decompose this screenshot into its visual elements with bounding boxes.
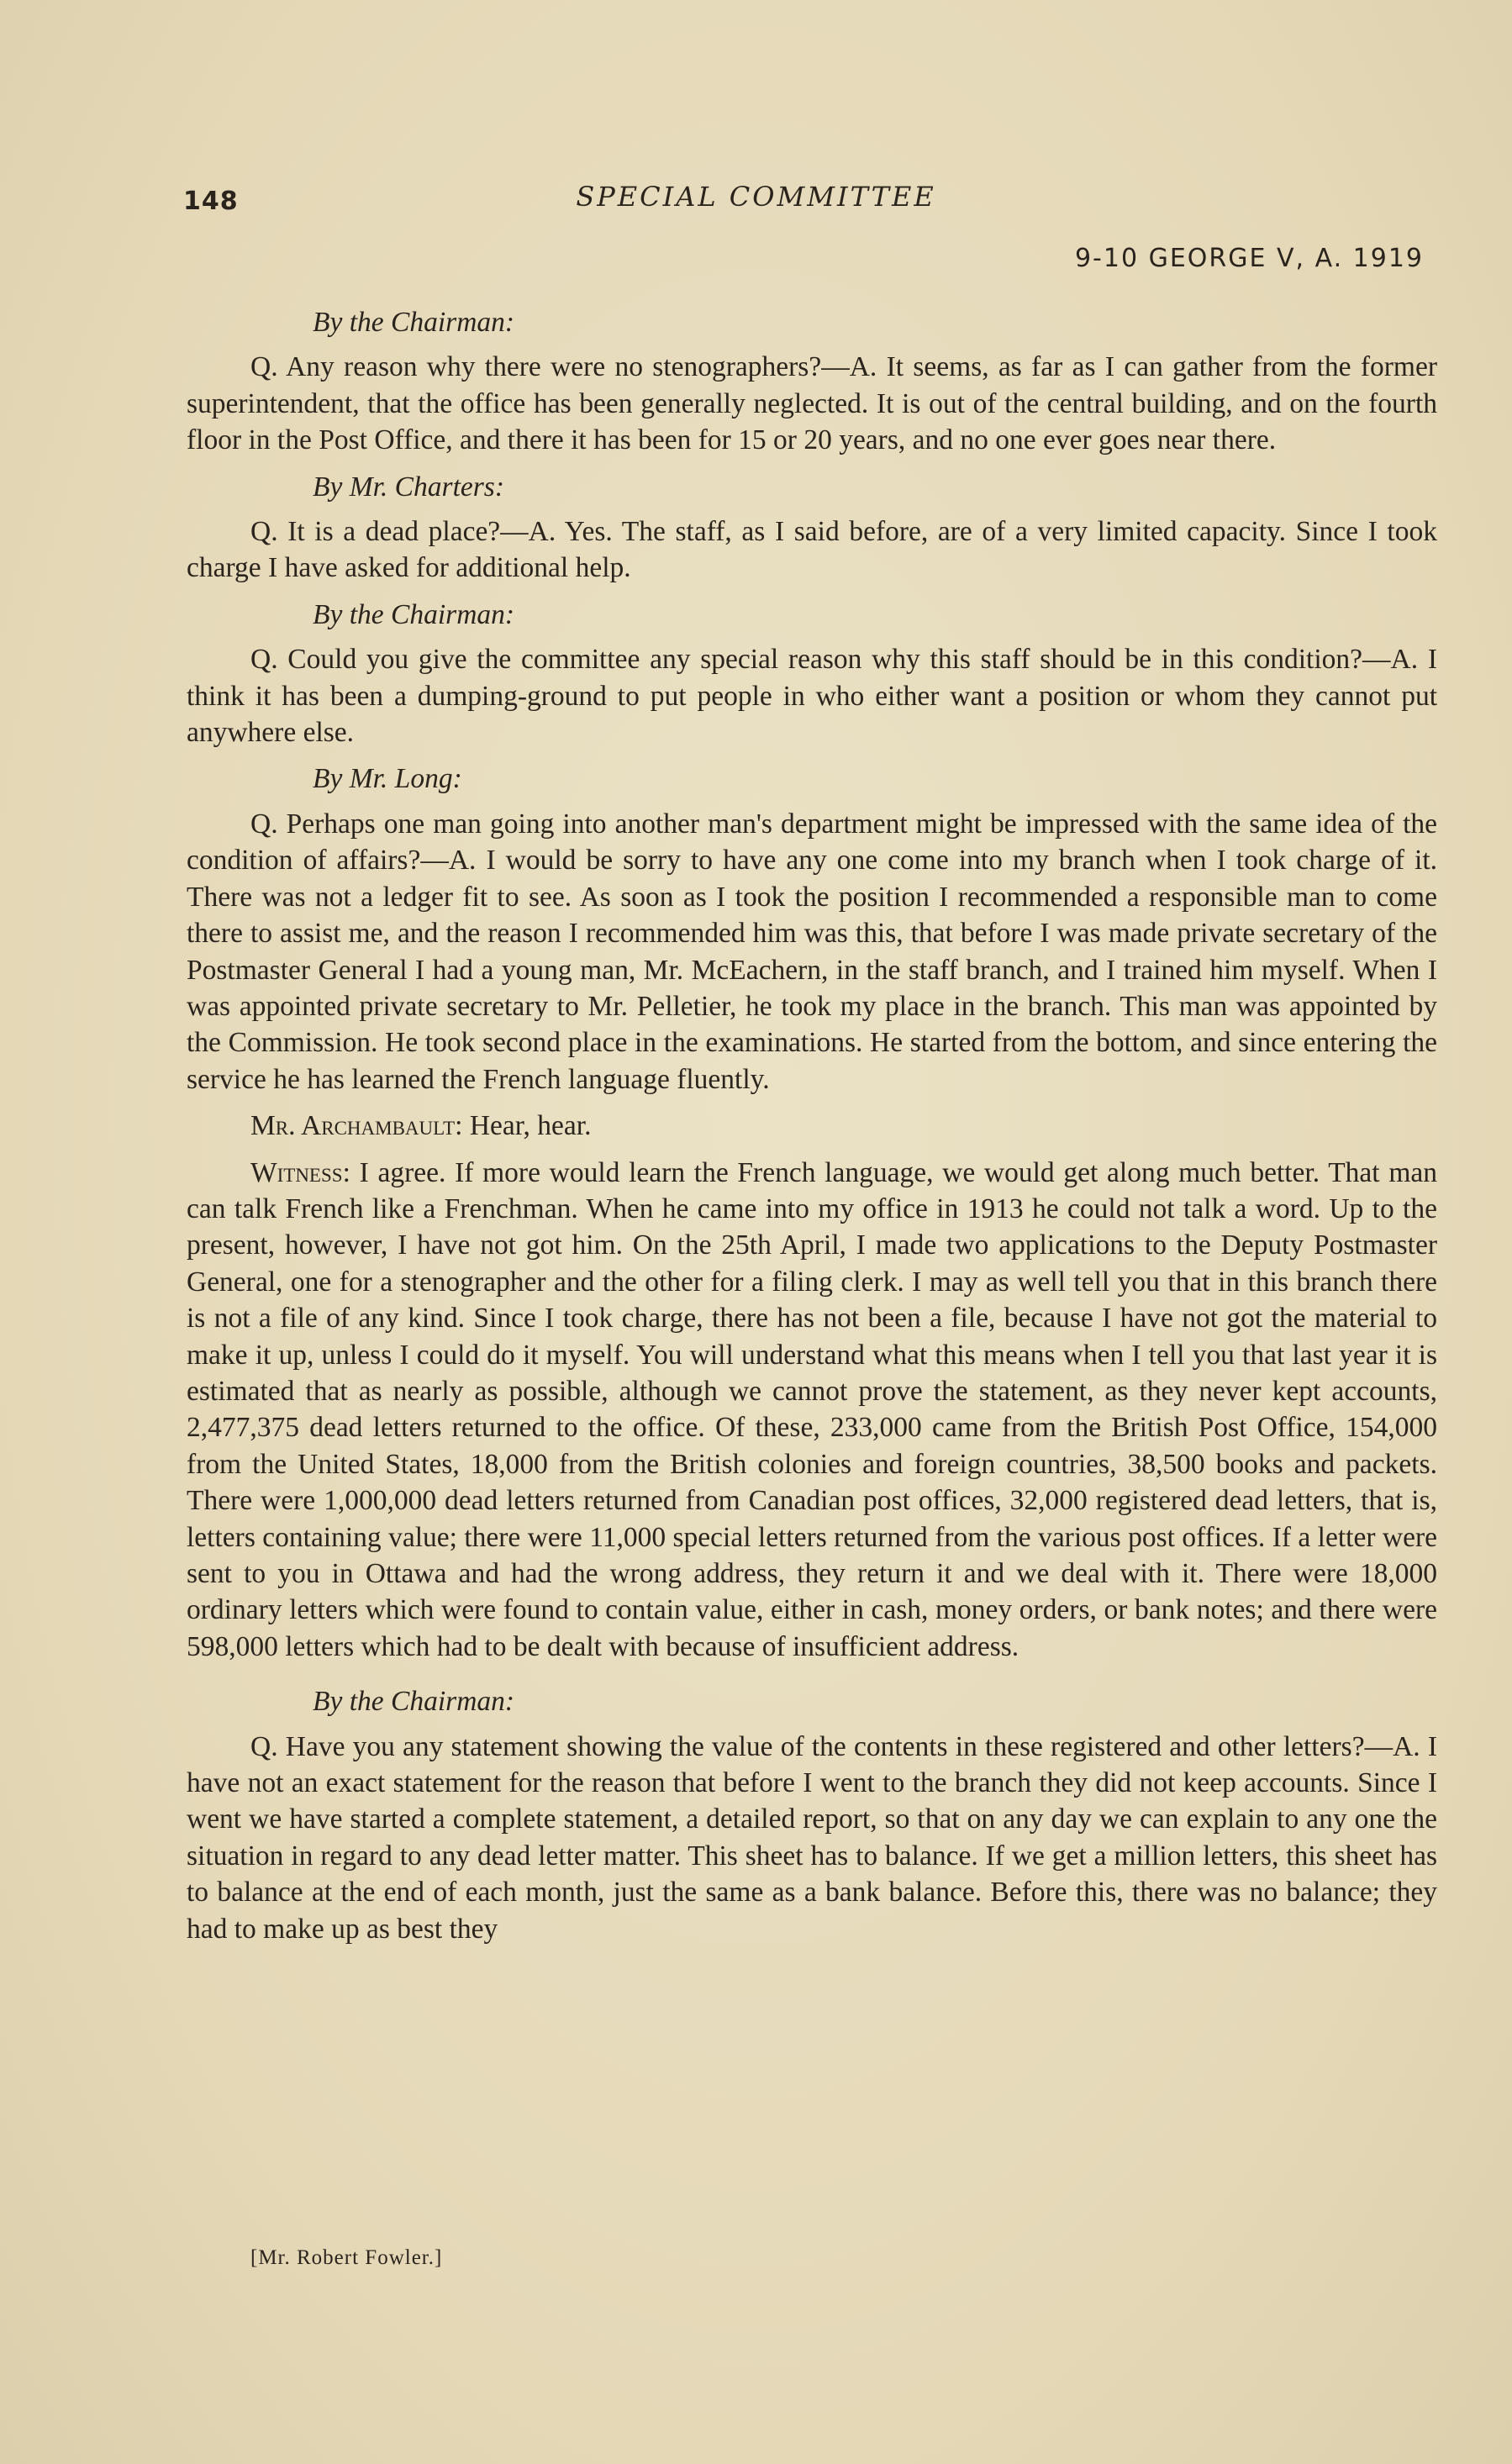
question-answer-paragraph: Q. Could you give the committee any special reason why this staff should be in this condition?—A. I think it has been a dumping-ground to put people in who either want a position or whom they cannot put anywhere else. — [187, 644, 1437, 749]
statement-text: Hear, hear. — [462, 1110, 592, 1142]
statement-text: I agree. If more would learn the French language, we would get along much better. That man can talk French like a Frenchman. When he came into my office in 1913 he could not talk a word. Up to the present, however, I have not got him. On the 25th April, I made two applications to the Deputy Postmaster General, one for a stenographer and the other for a filing clerk. I may as well tell you that in this branch there is not a file of any kind. Since I took charge, there has not been a file, because I have not got the material to make it up, unless I could do it myself. You will understand what this means when I tell you that last year it is estimated that as nearly as possible, although we cannot prove the statement, as they never kept accounts, 2,477,375 dead letters returned to the office. Of these, 233,000 came from the British Post Office, 154,000 from the United States, 18,000 from the British colonies and foreign countries, 38,500 books and packets. There were 1,000,000 dead letters returned from Canadian post offices, 32,000 registered dead letters, that is, letters containing value; there were 11,000 special letters returned from the various post offices. If a letter were sent to you in Ottawa and had the wrong address, they return it and we deal with it. There were 18,000 ordinary letters which were found to contain value, either in cash, money orders, or bank notes; and there were 598,000 letters which had to be dealt with because of insufficient address. — [187, 1156, 1437, 1662]
speaker-heading: By Mr. Charters: — [313, 471, 504, 503]
speaker-name: Witness: — [250, 1156, 350, 1188]
speaker-heading: By Mr. Long: — [313, 763, 462, 795]
question-answer-paragraph: Q. Any reason why there were no stenographers?—A. It seems, as far as I can gather from the former superintendent, that the office has been generally neglected. It is out of the central building, and on the fourth floor in the Post Office, and there it has been for 15 or 20 years, and no one ever goes near there. — [187, 351, 1437, 456]
session-header: 9-10 GEORGE V, A. 1919 — [1074, 244, 1424, 273]
speaker-heading: By the Chairman: — [313, 307, 515, 338]
witness-footer: [Mr. Robert Fowler.] — [250, 2246, 443, 2269]
transcript-body — [187, 296, 1437, 1957]
statement-paragraph — [187, 1108, 1437, 1144]
speaker-heading: By the Chairman: — [313, 598, 515, 630]
running-title: SPECIAL COMMITTEE — [576, 181, 936, 213]
speaker-heading: By the Chairman: — [313, 1686, 515, 1718]
page-number: 148 — [183, 187, 239, 216]
question-answer-paragraph: Q. It is a dead place?—A. Yes. The staff, as I said before, are of a very limited capacity. Since I took charge I have asked for additional help. — [187, 516, 1437, 584]
statement-paragraph — [187, 1155, 1437, 1666]
question-answer-paragraph: Q. Have you any statement showing the value of the contents in these registered and other letters?—A. I have not an exact statement for the reason that before I went to the branch they did not keep accounts. Since I went we have started a complete statement, a detailed report, so that on any day we can explain to any one the situation in regard to any dead letter matter. This sheet has to balance. If we get a million letters, this sheet has to balance at the end of each month, just the same as a bank balance. Before this, there was no balance; they had to make up as best they — [187, 1730, 1437, 1945]
speaker-name: Mr. Archambault: — [250, 1110, 463, 1142]
question-answer-paragraph: Q. Perhaps one man going into another man's department might be impressed with the same idea of the condition of affairs?—A. I would be sorry to have any one come into my branch when I took charge of it. There was not a ledger fit to see. As soon as I took the position I recommended a responsible man to come there to assist me, and the reason I recommended him was this, that before I was made private secretary of the Postmaster General I had a young man, Mr. McEachern, in the staff branch, and I trained him myself. When I was appointed private secretary to Mr. Pelletier, he took my place in the branch. This man was appointed by the Commission. He took second place in the examinations. He started from the bottom, and since entering the service he has learned the French language fluently. — [187, 808, 1437, 1095]
